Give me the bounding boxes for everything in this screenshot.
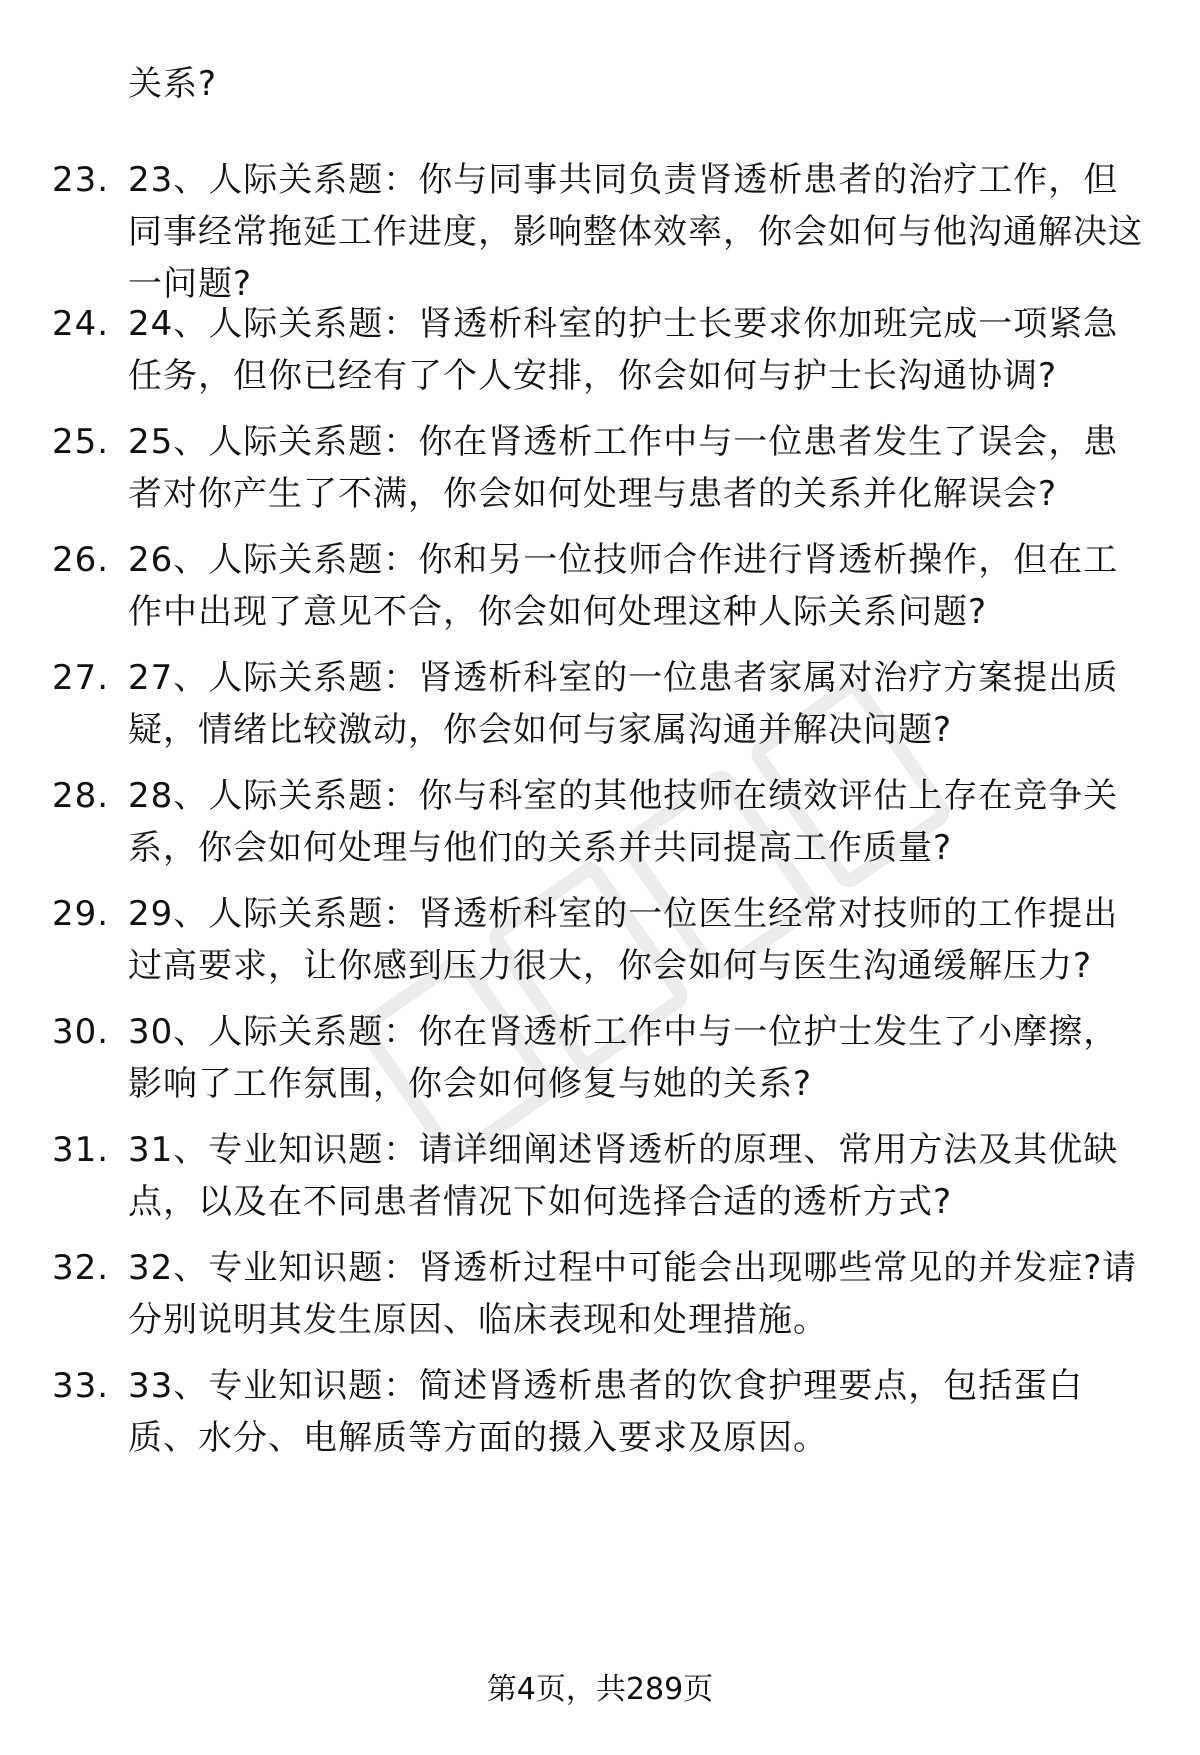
question-text: 30、人际关系题：你在肾透析工作中与一位护士发生了小摩擦，影响了工作氛围，你会如何修复与她的关系? bbox=[128, 1012, 1119, 1104]
question-text: 27、人际关系题：肾透析科室的一位患者家属对治疗方案提出质疑，情绪比较激动，你会如何与家属沟通并解决问题? bbox=[128, 658, 1119, 750]
question-number: 24. bbox=[52, 304, 110, 344]
question-number: 30. bbox=[52, 1012, 110, 1052]
question-number: 25. bbox=[52, 422, 110, 462]
question-text: 32、专业知识题：肾透析过程中可能会出现哪些常见的并发症?请分别说明其发生原因、临床表现和处理措施。 bbox=[128, 1248, 1138, 1340]
question-number: 27. bbox=[52, 658, 110, 698]
question-text: 25、人际关系题：你在肾透析工作中与一位患者发生了误会，患者对你产生了不满，你会如何处理与患者的关系并化解误会? bbox=[128, 422, 1119, 514]
question-text: 28、人际关系题：你与科室的其他技师在绩效评估上存在竞争关系，你会如何处理与他们的关系并共同提高工作质量? bbox=[128, 776, 1119, 868]
question-text: 31、专业知识题：请详细阐述肾透析的原理、常用方法及其优缺点，以及在不同患者情况下如何选择合适的透析方式? bbox=[128, 1130, 1119, 1222]
question-number: 23. bbox=[52, 160, 110, 200]
question-number: 31. bbox=[52, 1130, 110, 1170]
question-number: 28. bbox=[52, 776, 110, 816]
question-number: 26. bbox=[52, 540, 110, 580]
question-number: 33. bbox=[52, 1366, 110, 1406]
question-text: 23、人际关系题：你与同事共同负责肾透析患者的治疗工作，但同事经常拖延工作进度，影响整体效率，你会如何与他沟通解决这一问题? bbox=[128, 160, 1143, 304]
question-number: 32. bbox=[52, 1248, 110, 1288]
page-footer: 第4页，共289页 bbox=[486, 1672, 714, 1707]
question-text: 26、人际关系题：你和另一位技师合作进行肾透析操作，但在工作中出现了意见不合，你会如何处理这种人际关系问题? bbox=[128, 540, 1119, 632]
question-text: 33、专业知识题：简述肾透析患者的饮食护理要点，包括蛋白质、水分、电解质等方面的摄入要求及原因。 bbox=[128, 1366, 1084, 1458]
question-text: 29、人际关系题：肾透析科室的一位医生经常对技师的工作提出过高要求，让你感到压力很大，你会如何与医生沟通缓解压力? bbox=[128, 894, 1119, 986]
question-number: 29. bbox=[52, 894, 110, 934]
carry-over-text: 关系? bbox=[128, 64, 218, 104]
question-text: 24、人际关系题：肾透析科室的护士长要求你加班完成一项紧急任务，但你已经有了个人安排，你会如何与护士长沟通协调? bbox=[128, 304, 1119, 396]
